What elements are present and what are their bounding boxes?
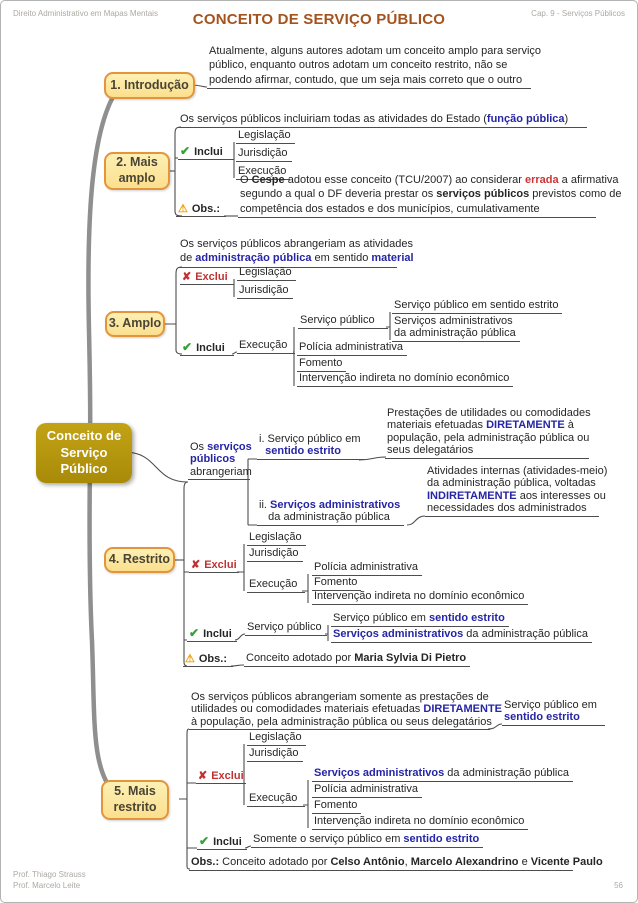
s3-sp-servicos-administrativos: Serviços administrativos da administração pública xyxy=(392,315,520,342)
intro-text: Atualmente, alguns autores adotam um conceito amplo para serviço público, enquanto outros adotam um conceito restrito, não se podendo afirmar, contudo, que um seja mais correto que o outro xyxy=(207,44,531,89)
s3-exec-intervencao: Intervenção indireta no domínio econômico xyxy=(297,371,513,387)
page-title: CONCEITO DE SERVIÇO PÚBLICO xyxy=(192,11,446,28)
obs-label: Obs.: xyxy=(198,653,227,665)
s2-item-execucao: Execução xyxy=(236,164,290,180)
s3-execucao: Execução xyxy=(237,338,295,354)
s5-excl-jurisdicao: Jurisdição xyxy=(247,746,303,762)
s4-exec-policia: Polícia administrativa xyxy=(312,560,422,576)
node-mais-restrito: 5. Mais restrito xyxy=(101,780,169,820)
s5-exec-servicos-administrativos: Serviços administrativos da administração pública xyxy=(312,766,573,782)
inclui-label: Inclui xyxy=(203,628,232,640)
inclui-label: Inclui xyxy=(213,836,242,848)
s5-excl-legislacao: Legislação xyxy=(247,730,306,746)
s2-definition: Os serviços públicos incluiriam todas as atividades do Estado (função pública) xyxy=(178,112,587,128)
s4-excl-legislacao: Legislação xyxy=(247,530,306,546)
check-icon: ✔ xyxy=(199,834,210,848)
s2-obs-text: O Cespe adotou esse conceito (TCU/2007) ao considerar errada a afirmativa segundo a qual o DF deveria prestar os serviços públicos previstos como de competência dos estados e dos municípios, cumulativamente xyxy=(238,173,596,218)
s3-definition: Os serviços públicos abrangeriam as atividades de administração pública em sentido material xyxy=(178,237,397,268)
s3-servico-publico: Serviço público xyxy=(298,313,388,329)
obs-label: Obs.: xyxy=(191,203,220,215)
s4-incl-servicos-administrativos: Serviços administrativos da administração pública xyxy=(331,627,592,643)
s4-excl-jurisdicao: Jurisdição xyxy=(247,546,303,562)
page-number: 56 xyxy=(614,881,623,890)
s5-excl-execucao: Execução xyxy=(247,791,305,807)
s4-obs-tag xyxy=(183,652,233,667)
s4-incl-sentido-estrito: Serviço público em sentido estrito xyxy=(331,611,509,627)
warning-icon: ⚠ xyxy=(185,653,195,665)
s5-inclui-text: Somente o serviço público em sentido estrito xyxy=(251,832,483,848)
s4-ii-label: ii. Serviços administrativos da administração pública xyxy=(257,499,404,526)
s4-servico-publico: Serviço público xyxy=(245,620,327,636)
node-introducao: 1. Introdução xyxy=(104,72,195,99)
footer-author-2: Prof. Marcelo Leite xyxy=(13,881,81,890)
s4-excl-execucao: Execução xyxy=(247,577,305,593)
central-node: Conceito de Serviço Público xyxy=(36,423,132,483)
s5-inclui-tag xyxy=(197,834,247,850)
s2-item-jurisdicao: Jurisdição xyxy=(236,146,292,162)
s5-definition: Os serviços públicos abrangeriam somente as prestações de utilidades ou comodidades materiais efetuadas DIRETAMENTE à população, pela administração pública ou seus delegatários xyxy=(189,691,490,730)
footer-author-1: Prof. Thiago Strauss xyxy=(13,870,86,879)
s4-stem: Os serviços públicos abrangeriam xyxy=(188,441,250,480)
s2-item-legislacao: Legislação xyxy=(236,128,295,144)
warning-icon: ⚠ xyxy=(178,203,188,215)
s4-exec-fomento: Fomento xyxy=(312,575,361,591)
s3-exec-policia: Polícia administrativa xyxy=(297,340,407,356)
s3-exclui-tag xyxy=(180,270,234,285)
exclui-label: Exclui xyxy=(204,559,237,571)
s4-i-label: i. Serviço público em sentido estrito xyxy=(257,433,365,460)
s4-ii-definition: Atividades internas (atividades-meio) da administração pública, voltadas INDIRETAMENTE aos interesses ou necessidades dos administrados xyxy=(425,465,599,517)
cross-icon: ✘ xyxy=(198,770,208,782)
s4-obs-text: Conceito adotado por Maria Sylvia Di Pietro xyxy=(244,651,470,667)
check-icon: ✔ xyxy=(182,340,193,354)
inclui-label: Inclui xyxy=(194,146,223,158)
node-restrito: 4. Restrito xyxy=(104,547,175,573)
s3-excl-legislacao: Legislação xyxy=(237,265,296,281)
s4-exec-intervencao: Intervenção indireta no domínio econômico xyxy=(312,589,528,605)
s2-inclui-tag xyxy=(178,144,234,160)
exclui-label: Exclui xyxy=(195,271,228,283)
node-mais-amplo: 2. Mais amplo xyxy=(104,152,170,190)
check-icon: ✔ xyxy=(189,626,200,640)
s5-exec-intervencao: Intervenção indireta no domínio econômico xyxy=(312,814,528,830)
s5-exclui-tag xyxy=(196,769,246,784)
s4-inclui-tag xyxy=(187,626,237,642)
node-amplo: 3. Amplo xyxy=(105,311,165,337)
s5-exec-policia: Polícia administrativa xyxy=(312,782,422,798)
s5-obs-text: Obs.: Conceito adotado por Celso Antônio, Marcelo Alexandrino e Vicente Paulo xyxy=(189,855,573,871)
s5-exec-fomento: Fomento xyxy=(312,798,361,814)
s3-inclui-tag xyxy=(180,340,234,356)
cross-icon: ✘ xyxy=(191,559,201,571)
s4-exclui-tag xyxy=(189,558,239,573)
header-book-title: Direito Administrativo em Mapas Mentais xyxy=(13,9,158,18)
inclui-label: Inclui xyxy=(196,342,225,354)
s3-sp-sentido-estrito: Serviço público em sentido estrito xyxy=(392,298,562,314)
s5-sentido-estrito: Serviço público em sentido estrito xyxy=(502,699,605,726)
cross-icon: ✘ xyxy=(182,271,192,283)
s3-exec-fomento: Fomento xyxy=(297,356,346,372)
s3-excl-jurisdicao: Jurisdição xyxy=(237,283,293,299)
exclui-label: Exclui xyxy=(211,770,244,782)
header-chapter: Cap. 9 - Serviços Públicos xyxy=(531,9,625,18)
s4-i-definition: Prestações de utilidades ou comodidades materiais efetuadas DIRETAMENTE à população, pela administração pública ou seus delegatários xyxy=(385,407,589,459)
s2-obs-tag xyxy=(176,202,226,217)
check-icon: ✔ xyxy=(180,144,191,158)
